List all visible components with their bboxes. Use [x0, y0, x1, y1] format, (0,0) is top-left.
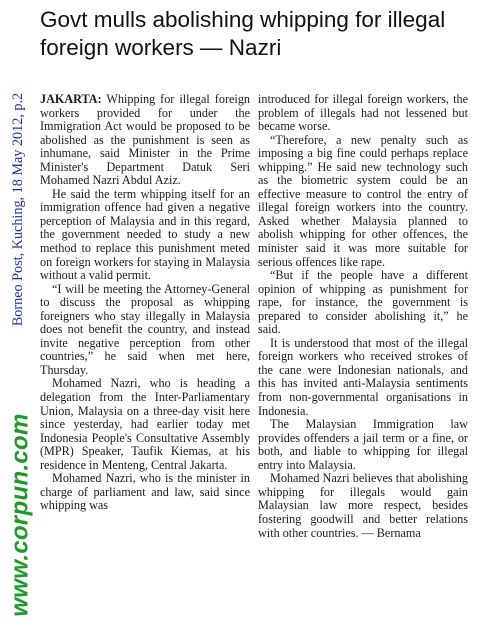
paragraph: “Therefore, a new penalty such as imposing a big fine could perhaps replace whipping.” He said new technology such as the biometric system could be an effective measure to control the entry of illegal foreign workers into the country. Asked whether Malaysia planned to abolish whipping for other offences, the minister said it was more suitable for serious offences like rape. — [258, 132, 468, 269]
article-headline: Govt mulls abolishing whipping for illegal foreign workers — Nazri — [40, 7, 446, 60]
paragraph: It is understood that most of the illegal foreign workers who received strokes of the cane were Indonesian nationals, and this has invited anti-Malaysia sentiments from non-governmental organisations in Indonesia. — [258, 335, 468, 418]
website-watermark-text: www.corpun.com — [7, 413, 35, 617]
article-column-left — [40, 93, 250, 639]
paragraph: Mohamed Nazri, who is the minister in charge of parliament and law, said since whipping was — [40, 471, 250, 513]
dateline: JAKARTA: — [40, 93, 102, 106]
paragraph — [40, 93, 250, 188]
paragraph: Mohamed Nazri believes that abolishing whipping for illegals would gain Malaysian law more respect, besides fostering goodwill and better relations with other countries. — Bernama — [258, 471, 468, 540]
paragraph: He said the term whipping itself for an immigration offence had given a negative perception of Malaysia and in this regard, the government needed to study a new method to replace this punishment meted on foreign workers for staying in Malaysia without a valid permit. — [40, 186, 250, 283]
paragraph: introduced for illegal foreign workers, the problem of illegals had not lessened but became worse. — [258, 93, 468, 134]
source-citation-text: Borneo Post, Kuching, 18 May 2012, p.2 — [10, 92, 27, 326]
paragraph: Mohamed Nazri, who is heading a delegation from the Inter-Parliamentary Union, Malaysia on a three-day visit here since yesterday, had earlier today met Indonesia People's Consultative Assembly (MPR) Speaker, Taufik Kiemas, at his residence in Menteng, Central Jakarta. — [40, 376, 250, 472]
article-column-right — [258, 93, 468, 639]
paragraph: The Malaysian Immigration law provides offenders a jail term or a fine, or both, and liable to whipping for illegal entry into Malaysia. — [258, 417, 468, 472]
paragraph-text: Whipping for illegal foreign workers provided for under the Immigration Act would be proposed to be abolished as the punishment is seen as inhumane, said Minister in the Prime Minister's Department Datuk Seri Mohamed Nazri Abdul Aziz. — [40, 93, 250, 188]
website-watermark — [6, 395, 36, 635]
paragraph: “But if the people have a different opinion of whipping as punishment for rape, for instance, the government is prepared to consider abolishing it,” he said. — [258, 268, 468, 337]
paragraph: “I will be meeting the Attorney-General to discuss the proposal as whipping foreigners who stay illegally in Malaysia does not benefit the country, and instead invite negative perception from other countries,” he said when met here, Thursday. — [40, 281, 250, 377]
source-citation — [8, 24, 30, 394]
